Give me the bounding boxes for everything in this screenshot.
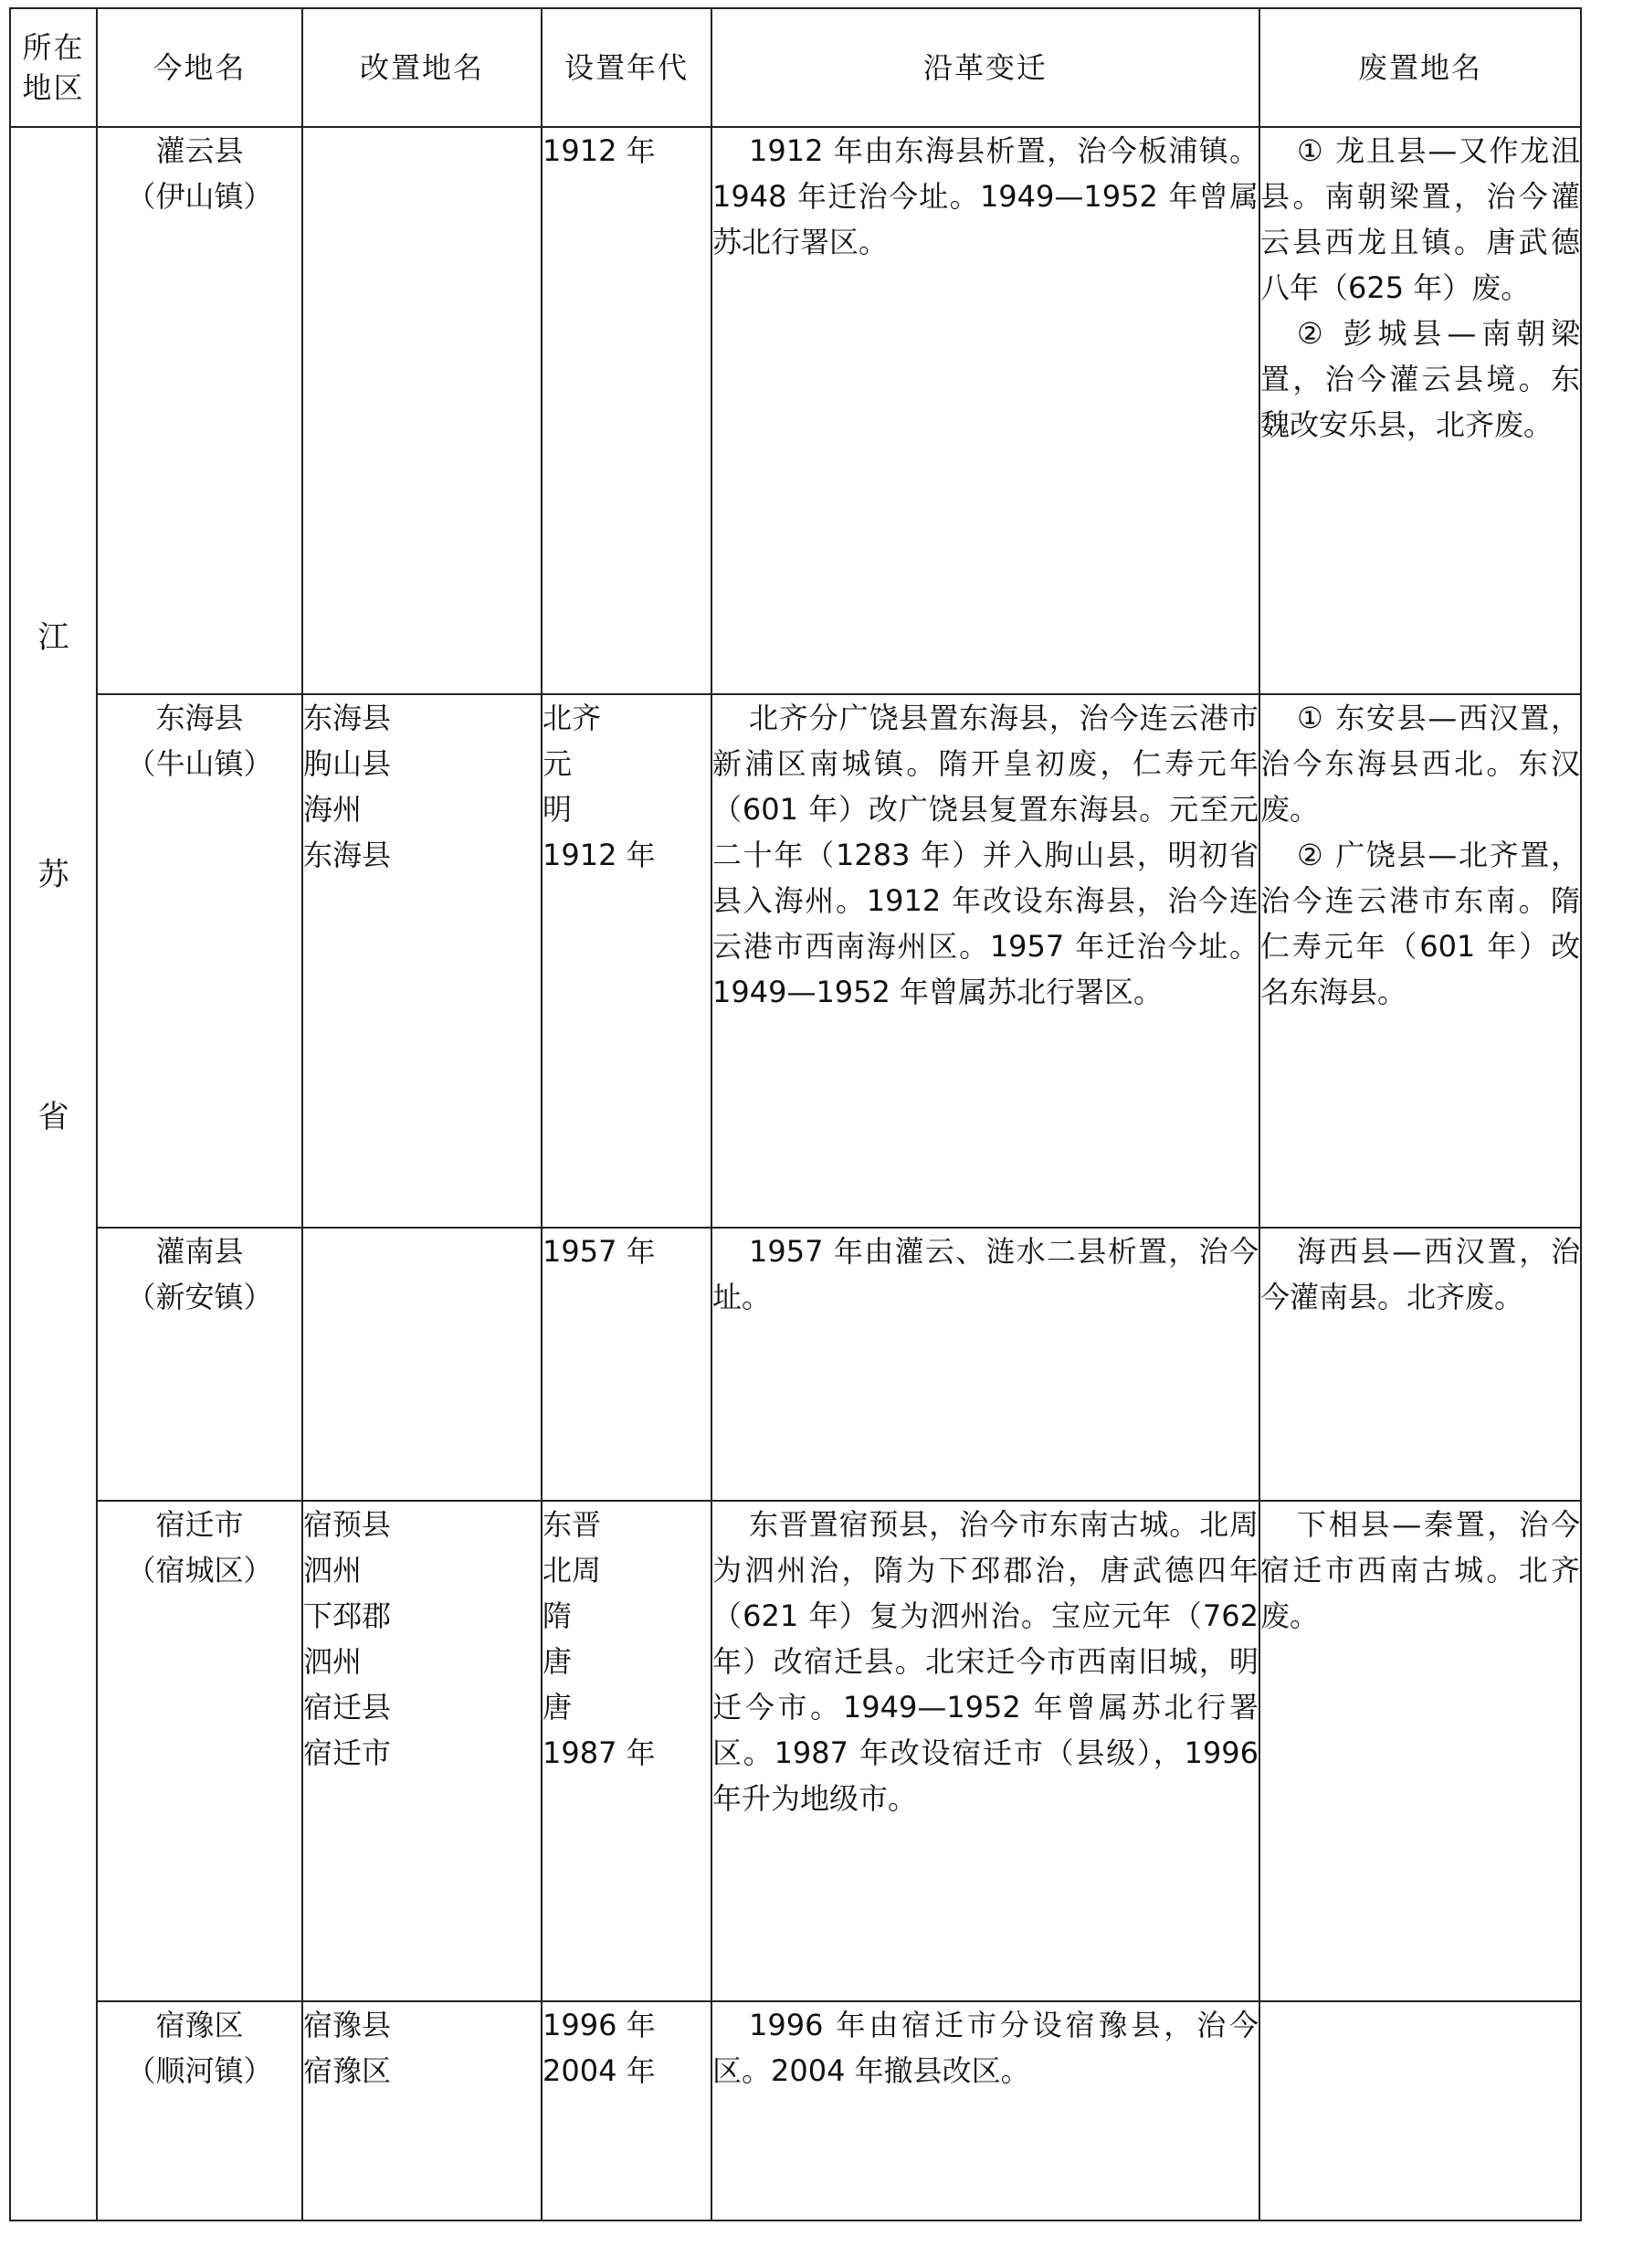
current-name-line: （牛山镇） bbox=[126, 746, 273, 781]
table-row bbox=[10, 127, 1581, 694]
current-name-line: （宿城区） bbox=[126, 1553, 273, 1588]
changed-name-line: 泗州 bbox=[303, 1553, 363, 1588]
changed-name-cell bbox=[302, 1501, 542, 2001]
year-line: 1996 年 bbox=[543, 2008, 656, 2042]
changed-name-line: 海州 bbox=[303, 792, 363, 827]
changed-name-line: 东海县 bbox=[303, 838, 392, 872]
table-row bbox=[10, 2001, 1581, 2221]
year-line: 2004 年 bbox=[543, 2053, 656, 2088]
changed-name-line: 东海县 bbox=[303, 701, 392, 735]
header-evolution: 沿革变迁 bbox=[711, 8, 1259, 127]
current-name-line: 灌云县 bbox=[155, 133, 244, 168]
current-name-cell bbox=[97, 1228, 302, 1501]
current-name-line: 宿豫区 bbox=[155, 2008, 244, 2042]
year-cell bbox=[542, 694, 711, 1228]
evolution-cell: 北齐分广饶县置东海县，治今连云港市新浦区南城镇。隋开皇初废，仁寿元年（601 年）改广饶县复置东海县。元至元二十年（1283 年）并入朐山县，明初省县入海州。1912 年改设东海县，治今连云港市西南海州区。1957 年迁治今址。1949—1952 年曾属苏北行署区。 bbox=[711, 694, 1259, 1228]
evolution-cell: 1912 年由东海县析置，治今板浦镇。1948 年迁治今址。1949—1952 年曾属苏北行署区。 bbox=[711, 127, 1259, 694]
year-line: 唐 bbox=[543, 1690, 573, 1725]
year-line: 北周 bbox=[543, 1553, 602, 1588]
table-row bbox=[10, 1228, 1581, 1501]
abolished-entry: ② 彭城县—南朝梁置，治今灌云县境。东魏改安乐县，北齐废。 bbox=[1260, 316, 1580, 442]
header-region bbox=[10, 8, 97, 127]
year-cell bbox=[542, 1228, 711, 1501]
year-line: 1912 年 bbox=[543, 838, 656, 872]
year-line: 东晋 bbox=[543, 1507, 602, 1542]
region-char: 省 bbox=[37, 1099, 69, 1135]
year-line: 唐 bbox=[543, 1644, 573, 1679]
current-name-line: （顺河镇） bbox=[126, 2053, 273, 2088]
year-line: 明 bbox=[543, 792, 573, 827]
table-row bbox=[10, 1501, 1581, 2001]
current-name-line: 东海县 bbox=[155, 701, 244, 735]
changed-name-cell bbox=[302, 694, 542, 1228]
current-name-line: （新安镇） bbox=[126, 1280, 273, 1314]
year-line: 1987 年 bbox=[543, 1735, 656, 1770]
gazetteer-table bbox=[9, 7, 1582, 2221]
abolished-entry: ② 广饶县—北齐置，治今连云港市东南。隋仁寿元年（601 年）改名东海县。 bbox=[1260, 838, 1580, 1009]
abolished-entry: ① 东安县—西汉置，治今东海县西北。东汉废。 bbox=[1260, 701, 1580, 827]
abolished-cell bbox=[1259, 2001, 1581, 2221]
current-name-line: （伊山镇） bbox=[126, 179, 273, 214]
changed-name-line: 宿迁县 bbox=[303, 1690, 392, 1725]
changed-name-line: 朐山县 bbox=[303, 746, 392, 781]
year-cell bbox=[542, 127, 711, 694]
header-current-name: 今地名 bbox=[97, 8, 302, 127]
region-char: 苏 bbox=[37, 857, 69, 893]
header-region-line-2: 地区 bbox=[22, 70, 85, 105]
changed-name-line: 泗州 bbox=[303, 1644, 363, 1679]
current-name-line: 宿迁市 bbox=[155, 1507, 244, 1542]
abolished-entry: 海西县—西汉置，治今灌南县。北齐废。 bbox=[1260, 1234, 1580, 1314]
year-cell bbox=[542, 1501, 711, 2001]
current-name-cell bbox=[97, 2001, 302, 2221]
abolished-cell bbox=[1259, 694, 1581, 1228]
current-name-cell bbox=[97, 127, 302, 694]
year-line: 1957 年 bbox=[543, 1234, 656, 1269]
table-row bbox=[10, 694, 1581, 1228]
changed-name-line: 下邳郡 bbox=[303, 1598, 392, 1633]
changed-name-cell bbox=[302, 1228, 542, 1501]
header-row bbox=[10, 8, 1581, 127]
region-cell bbox=[10, 127, 97, 2221]
year-line: 隋 bbox=[543, 1598, 573, 1633]
abolished-cell bbox=[1259, 1228, 1581, 1501]
year-line: 元 bbox=[543, 746, 573, 781]
header-region-line-1: 所在 bbox=[22, 30, 85, 65]
region-char: 江 bbox=[37, 619, 69, 656]
header-year: 设置年代 bbox=[542, 8, 711, 127]
changed-name-cell bbox=[302, 2001, 542, 2221]
year-cell bbox=[542, 2001, 711, 2221]
header-changed-name: 改置地名 bbox=[302, 8, 542, 127]
abolished-cell bbox=[1259, 1501, 1581, 2001]
changed-name-line: 宿豫区 bbox=[303, 2053, 392, 2088]
changed-name-line: 宿豫县 bbox=[303, 2008, 392, 2042]
changed-name-line: 宿预县 bbox=[303, 1507, 392, 1542]
evolution-cell: 1957 年由灌云、涟水二县析置，治今址。 bbox=[711, 1228, 1259, 1501]
abolished-entry: 下相县—秦置，治今宿迁市西南古城。北齐废。 bbox=[1260, 1507, 1580, 1633]
changed-name-cell bbox=[302, 127, 542, 694]
header-abolished: 废置地名 bbox=[1259, 8, 1581, 127]
changed-name-line: 宿迁市 bbox=[303, 1735, 392, 1770]
abolished-entry: ① 龙且县—又作龙沮县。南朝梁置，治今灌云县西龙且镇。唐武德八年（625 年）废。 bbox=[1260, 133, 1580, 305]
current-name-cell bbox=[97, 1501, 302, 2001]
evolution-cell: 东晋置宿预县，治今市东南古城。北周为泗州治，隋为下邳郡治，唐武德四年（621 年）复为泗州治。宝应元年（762 年）改宿迁县。北宋迁今市西南旧城，明迁今市。1949—1952 年曾属苏北行署区。1987 年改设宿迁市（县级），1996 年升为地级市。 bbox=[711, 1501, 1259, 2001]
year-line: 北齐 bbox=[543, 701, 602, 735]
abolished-cell bbox=[1259, 127, 1581, 694]
year-line: 1912 年 bbox=[543, 133, 656, 168]
current-name-cell bbox=[97, 694, 302, 1228]
evolution-cell: 1996 年由宿迁市分设宿豫县，治今区。2004 年撤县改区。 bbox=[711, 2001, 1259, 2221]
current-name-line: 灌南县 bbox=[155, 1234, 244, 1269]
